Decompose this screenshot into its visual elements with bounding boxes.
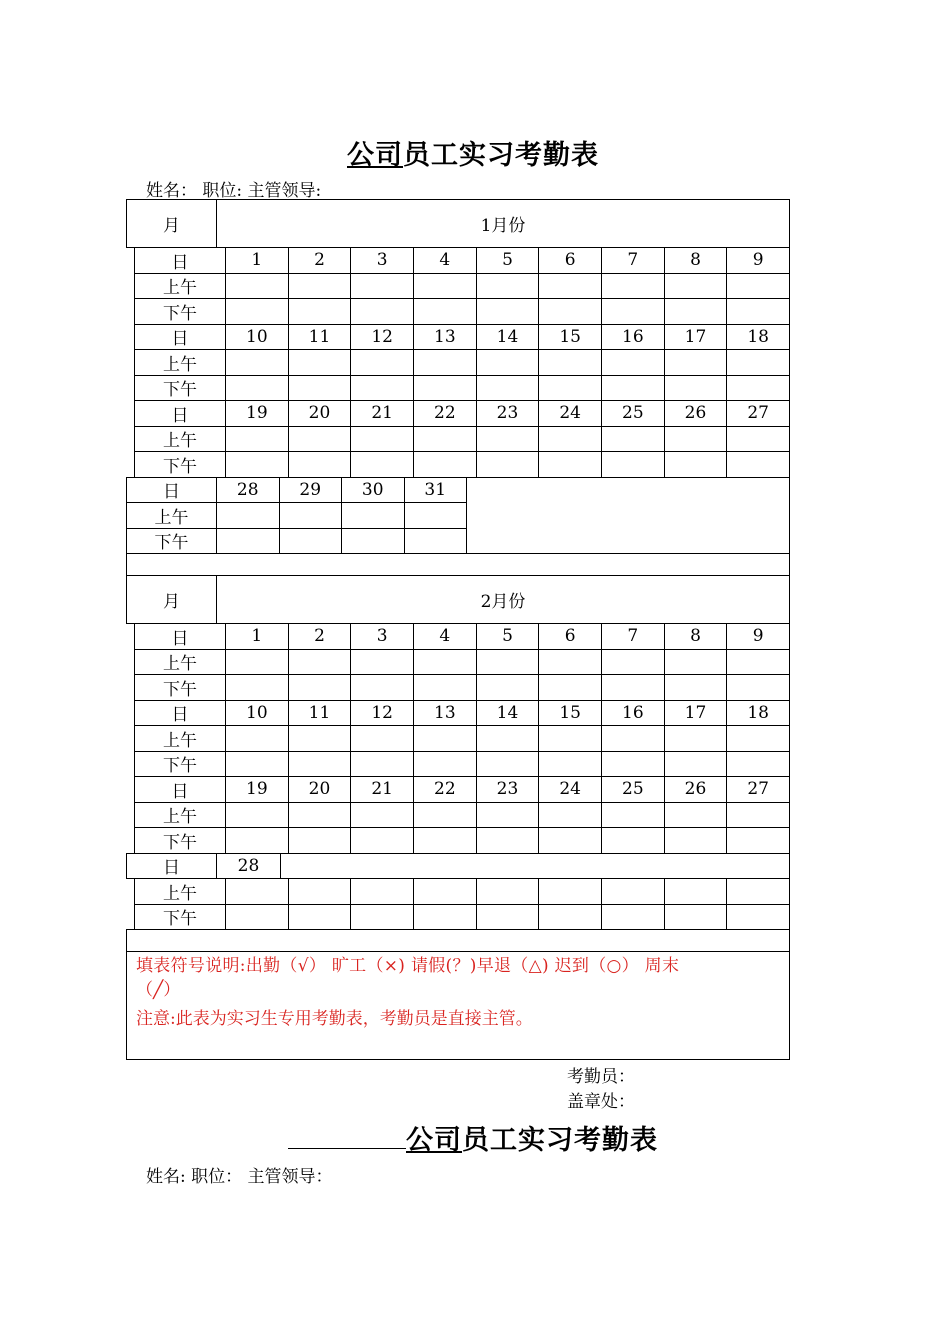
pm-label-cell: 下午 (134, 674, 226, 701)
month-name-cell: 1月份 (216, 199, 790, 248)
pm-entry-cell (341, 528, 405, 555)
am-entry-cell (225, 273, 289, 300)
pm-entry-cell (601, 375, 665, 402)
title-underlined-part: 公司 (347, 140, 403, 171)
am-entry-cell (225, 649, 289, 676)
day-number-cell: 9 (726, 247, 790, 274)
spacer-row (126, 553, 790, 576)
pm-entry-cell (225, 674, 289, 701)
pm-entry-cell (664, 674, 728, 701)
day-label-cell: 日 (134, 776, 226, 803)
am-entry-cell (288, 878, 352, 905)
day-number-cell: 11 (288, 324, 352, 351)
day-number-cell: 20 (288, 400, 352, 427)
pm-entry-cell (476, 751, 540, 778)
am-entry-cell (538, 349, 602, 376)
pm-entry-cell (225, 298, 289, 325)
pm-label-cell: 下午 (126, 528, 217, 555)
second-employee-info-line: 姓名: 职位： 主管领导： (146, 1167, 333, 1187)
pm-entry-cell (664, 751, 728, 778)
am-entry-cell (726, 349, 790, 376)
am-entry-cell (350, 273, 414, 300)
pm-entry-cell (538, 298, 602, 325)
pm-entry-cell (726, 904, 790, 931)
am-label-cell: 上午 (134, 878, 226, 905)
pm-entry-cell (225, 751, 289, 778)
pm-entry-cell (350, 451, 414, 478)
am-label-cell: 上午 (134, 426, 226, 453)
day-number-cell: 5 (476, 247, 540, 274)
am-entry-cell (350, 649, 414, 676)
pm-entry-cell (350, 298, 414, 325)
am-entry-cell (726, 725, 790, 752)
am-entry-cell (601, 649, 665, 676)
am-entry-cell (288, 426, 352, 453)
day-number-cell: 14 (476, 324, 540, 351)
day-number-cell: 26 (664, 400, 728, 427)
pm-entry-cell (225, 827, 289, 854)
pm-entry-cell (601, 751, 665, 778)
day-number-cell: 14 (476, 700, 540, 727)
pm-entry-cell (413, 298, 477, 325)
am-entry-cell (413, 426, 477, 453)
day-number-cell: 13 (413, 700, 477, 727)
title-rest: 员工实习考勤表 (403, 140, 599, 171)
usage-note: 注意:此表为实习生专用考勤表，考勤员是直接主管。 (136, 1009, 533, 1029)
am-entry-cell (601, 725, 665, 752)
am-label-cell: 上午 (134, 725, 226, 752)
pm-entry-cell (664, 298, 728, 325)
am-entry-cell (288, 349, 352, 376)
am-entry-cell (601, 273, 665, 300)
pm-entry-cell (288, 904, 352, 931)
pm-entry-cell (413, 375, 477, 402)
pm-label-cell: 下午 (134, 904, 226, 931)
am-entry-cell (350, 426, 414, 453)
am-entry-cell (601, 349, 665, 376)
day-number-cell: 25 (601, 400, 665, 427)
pm-entry-cell (413, 827, 477, 854)
day-number-cell: 11 (288, 700, 352, 727)
am-entry-cell (476, 349, 540, 376)
month-name-cell: 2月份 (216, 575, 790, 624)
attendance-officer-label: 考勤员： (567, 1067, 635, 1087)
day-number-cell: 6 (538, 623, 602, 650)
day-number-cell: 4 (413, 247, 477, 274)
pm-entry-cell (726, 375, 790, 402)
am-entry-cell (288, 273, 352, 300)
am-entry-cell (288, 725, 352, 752)
day-number-cell: 26 (664, 776, 728, 803)
am-entry-cell (225, 725, 289, 752)
title-underline-blank (288, 1148, 406, 1149)
pm-entry-cell (664, 375, 728, 402)
pm-entry-cell (350, 674, 414, 701)
pm-entry-cell (476, 904, 540, 931)
pm-entry-cell (288, 674, 352, 701)
day-number-cell: 5 (476, 623, 540, 650)
day-number-cell: 15 (538, 324, 602, 351)
day-label-cell: 日 (134, 623, 226, 650)
day-label-cell: 日 (134, 324, 226, 351)
day-number-cell: 27 (726, 776, 790, 803)
day-number-cell: 7 (601, 247, 665, 274)
day-label-cell: 日 (126, 853, 217, 880)
am-entry-cell (413, 725, 477, 752)
pm-entry-cell (413, 451, 477, 478)
pm-entry-cell (601, 674, 665, 701)
pm-entry-cell (279, 528, 343, 555)
am-entry-cell (664, 802, 728, 829)
pm-label-cell: 下午 (134, 451, 226, 478)
day-number-cell: 21 (350, 400, 414, 427)
am-label-cell: 上午 (134, 273, 226, 300)
title-rest: 员工实习考勤表 (462, 1125, 658, 1156)
symbol-legend-line: 填表符号说明:出勤（√） 旷工（×) 请假(？)早退（△) 迟到（○） 周末 (136, 956, 680, 976)
am-entry-cell (350, 802, 414, 829)
pm-label-cell: 下午 (134, 375, 226, 402)
pm-entry-cell (413, 751, 477, 778)
day-number-cell: 21 (350, 776, 414, 803)
pm-entry-cell (225, 451, 289, 478)
pm-label-cell: 下午 (134, 751, 226, 778)
day-number-cell: 12 (350, 700, 414, 727)
am-entry-cell (225, 349, 289, 376)
pm-entry-cell (225, 904, 289, 931)
pm-entry-cell (726, 751, 790, 778)
am-entry-cell (601, 426, 665, 453)
pm-entry-cell (476, 674, 540, 701)
am-entry-cell (225, 878, 289, 905)
pm-entry-cell (476, 375, 540, 402)
pm-entry-cell (288, 451, 352, 478)
day-number-cell: 28 (216, 477, 280, 504)
am-entry-cell (601, 878, 665, 905)
day-number-cell: 16 (601, 700, 665, 727)
day-number-cell: 25 (601, 776, 665, 803)
blank-area-cell (280, 853, 790, 880)
am-entry-cell (726, 802, 790, 829)
pm-entry-cell (288, 298, 352, 325)
day-number-cell: 8 (664, 623, 728, 650)
am-entry-cell (664, 273, 728, 300)
am-entry-cell (538, 649, 602, 676)
pm-entry-cell (538, 751, 602, 778)
pm-label-cell: 下午 (134, 827, 226, 854)
legend-notes-box (126, 951, 790, 1060)
am-entry-cell (476, 273, 540, 300)
pm-entry-cell (664, 827, 728, 854)
pm-entry-cell (350, 827, 414, 854)
am-entry-cell (664, 649, 728, 676)
pm-entry-cell (726, 674, 790, 701)
day-number-cell: 3 (350, 623, 414, 650)
day-number-cell: 24 (538, 400, 602, 427)
day-number-cell: 12 (350, 324, 414, 351)
pm-entry-cell (664, 451, 728, 478)
spacer-row (126, 929, 790, 952)
pm-entry-cell (726, 827, 790, 854)
seal-label: 盖章处： (567, 1092, 635, 1112)
pm-entry-cell (538, 451, 602, 478)
am-entry-cell (538, 725, 602, 752)
am-entry-cell (413, 273, 477, 300)
pm-label-cell: 下午 (134, 298, 226, 325)
pm-entry-cell (288, 751, 352, 778)
second-page-title (406, 1118, 658, 1157)
am-entry-cell (664, 426, 728, 453)
am-entry-cell (413, 878, 477, 905)
am-entry-cell (726, 878, 790, 905)
day-number-cell: 19 (225, 400, 289, 427)
am-label-cell: 上午 (134, 802, 226, 829)
am-entry-cell (288, 649, 352, 676)
day-number-cell: 23 (476, 776, 540, 803)
am-entry-cell (538, 878, 602, 905)
am-entry-cell (288, 802, 352, 829)
employee-info-line: 姓名： 职位: 主管领导: (146, 181, 322, 201)
day-number-cell: 29 (279, 477, 343, 504)
day-number-cell: 22 (413, 400, 477, 427)
pm-entry-cell (476, 298, 540, 325)
am-entry-cell (404, 502, 468, 529)
day-label-cell: 日 (134, 400, 226, 427)
pm-entry-cell (538, 827, 602, 854)
am-entry-cell (350, 349, 414, 376)
day-number-cell: 13 (413, 324, 477, 351)
day-number-cell: 22 (413, 776, 477, 803)
pm-entry-cell (413, 674, 477, 701)
day-label-cell: 日 (134, 700, 226, 727)
am-entry-cell (225, 802, 289, 829)
am-entry-cell (350, 725, 414, 752)
day-number-cell: 8 (664, 247, 728, 274)
am-entry-cell (476, 649, 540, 676)
day-number-cell: 27 (726, 400, 790, 427)
pm-entry-cell (350, 751, 414, 778)
pm-entry-cell (476, 827, 540, 854)
am-entry-cell (341, 502, 405, 529)
symbol-legend-line: （╱） (136, 980, 181, 1000)
day-label-cell: 日 (134, 247, 226, 274)
am-entry-cell (664, 725, 728, 752)
pm-entry-cell (350, 904, 414, 931)
day-number-cell: 1 (225, 247, 289, 274)
day-number-cell: 28 (216, 853, 281, 880)
pm-entry-cell (538, 674, 602, 701)
pm-entry-cell (726, 298, 790, 325)
pm-entry-cell (413, 904, 477, 931)
am-entry-cell (279, 502, 343, 529)
page-title (347, 133, 599, 172)
am-entry-cell (601, 802, 665, 829)
day-number-cell: 19 (225, 776, 289, 803)
am-label-cell: 上午 (134, 349, 226, 376)
am-entry-cell (476, 878, 540, 905)
pm-entry-cell (288, 375, 352, 402)
am-entry-cell (216, 502, 280, 529)
pm-entry-cell (601, 451, 665, 478)
pm-entry-cell (538, 904, 602, 931)
day-number-cell: 4 (413, 623, 477, 650)
am-entry-cell (726, 273, 790, 300)
pm-entry-cell (350, 375, 414, 402)
day-number-cell: 18 (726, 700, 790, 727)
day-number-cell: 30 (341, 477, 405, 504)
day-number-cell: 2 (288, 623, 352, 650)
pm-entry-cell (664, 904, 728, 931)
day-number-cell: 1 (225, 623, 289, 650)
day-number-cell: 23 (476, 400, 540, 427)
am-entry-cell (476, 426, 540, 453)
pm-entry-cell (288, 827, 352, 854)
am-entry-cell (476, 725, 540, 752)
am-entry-cell (413, 349, 477, 376)
am-label-cell: 上午 (134, 649, 226, 676)
am-entry-cell (726, 426, 790, 453)
pm-entry-cell (216, 528, 280, 555)
am-entry-cell (726, 649, 790, 676)
day-label-cell: 日 (126, 477, 217, 504)
month-label-cell: 月 (126, 199, 217, 248)
blank-area-cell (466, 477, 790, 555)
day-number-cell: 24 (538, 776, 602, 803)
am-entry-cell (664, 349, 728, 376)
pm-entry-cell (601, 904, 665, 931)
am-label-cell: 上午 (126, 502, 217, 529)
pm-entry-cell (225, 375, 289, 402)
day-number-cell: 15 (538, 700, 602, 727)
day-number-cell: 10 (225, 700, 289, 727)
day-number-cell: 18 (726, 324, 790, 351)
am-entry-cell (538, 426, 602, 453)
pm-entry-cell (476, 451, 540, 478)
am-entry-cell (538, 802, 602, 829)
day-number-cell: 17 (664, 700, 728, 727)
day-number-cell: 9 (726, 623, 790, 650)
day-number-cell: 10 (225, 324, 289, 351)
day-number-cell: 2 (288, 247, 352, 274)
pm-entry-cell (601, 298, 665, 325)
pm-entry-cell (601, 827, 665, 854)
day-number-cell: 20 (288, 776, 352, 803)
pm-entry-cell (726, 451, 790, 478)
am-entry-cell (225, 426, 289, 453)
day-number-cell: 16 (601, 324, 665, 351)
pm-entry-cell (404, 528, 468, 555)
day-number-cell: 31 (404, 477, 468, 504)
am-entry-cell (538, 273, 602, 300)
day-number-cell: 6 (538, 247, 602, 274)
am-entry-cell (476, 802, 540, 829)
am-entry-cell (413, 649, 477, 676)
month-label-cell: 月 (126, 575, 217, 624)
day-number-cell: 3 (350, 247, 414, 274)
title-underlined-part: 公司 (406, 1125, 462, 1156)
day-number-cell: 17 (664, 324, 728, 351)
day-number-cell: 7 (601, 623, 665, 650)
am-entry-cell (350, 878, 414, 905)
am-entry-cell (664, 878, 728, 905)
am-entry-cell (413, 802, 477, 829)
pm-entry-cell (538, 375, 602, 402)
